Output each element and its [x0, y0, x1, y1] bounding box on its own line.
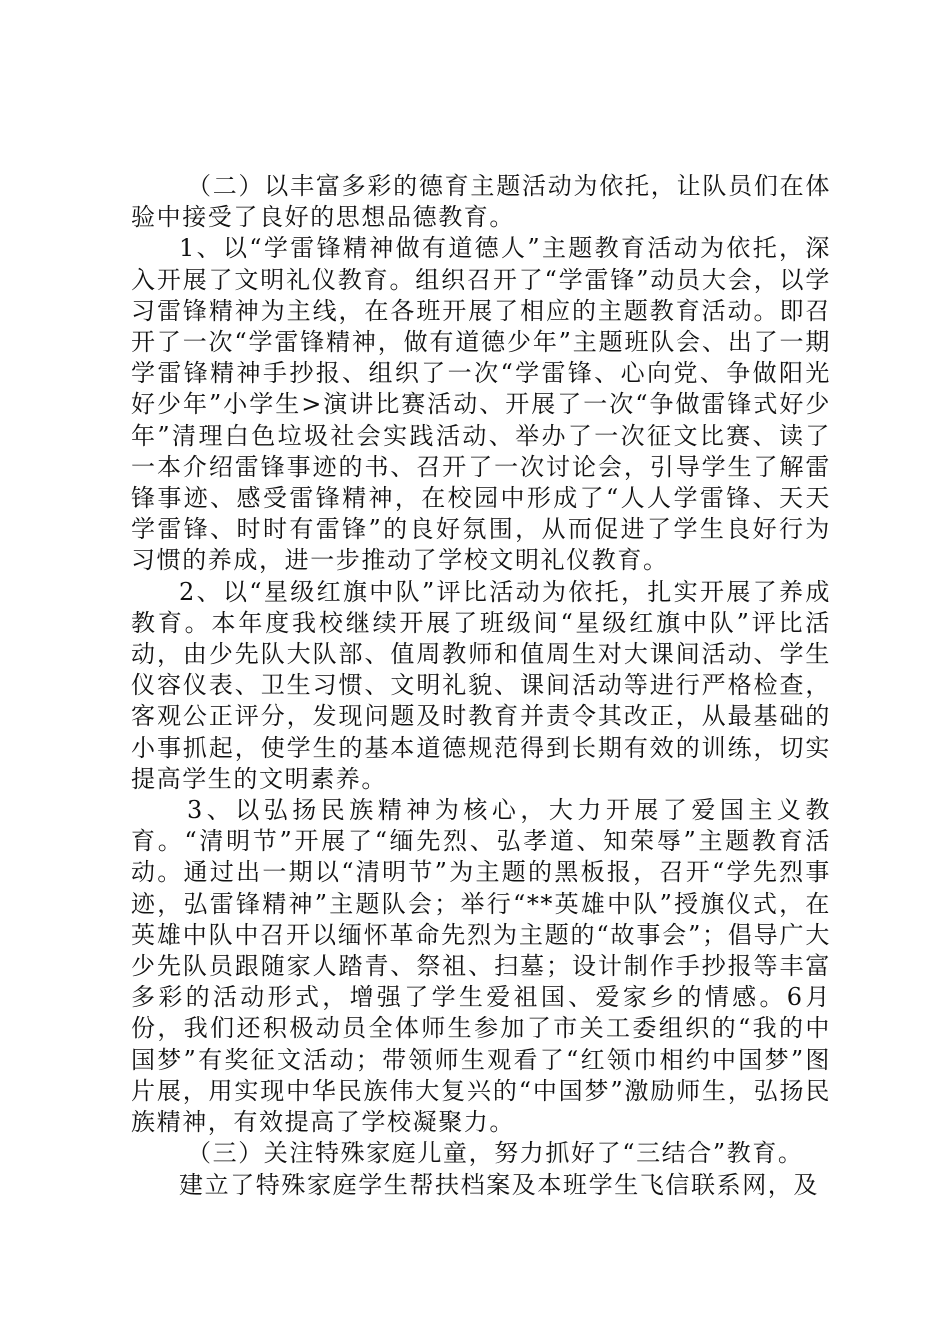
paragraph-continuation: 建立了特殊家庭学生帮扶档案及本班学生飞信联系网，及 — [179, 1170, 819, 1199]
section-heading-3: （三）关注特殊家庭儿童，努力抓好了“三结合”教育。 — [187, 1139, 804, 1168]
paragraph-item-1: 1、以“学雷锋精神做有道德人”主题教育活动为依托，深入开展了文明礼仪教育。组织召开了“学雷锋”动员大会，以学习雷锋精神为主线，在各班开展了相应的主题教育活动。即召开了一次“学雷锋精神，做有道德少年”主题班队会、出了一期学雷锋精神手抄报、组织了一次“学雷锋、心向党、争做阳光好少年”小学生>演讲比赛活动、开展了一次“争做雷锋式好少年”清理白色垃圾社会实践活动、举办了一次征文比赛、读了一本介绍雷锋事迹的书、召开了一次讨论会，引导学生了解雷锋事迹、感受雷锋精神，在校园中形成了“人人学雷锋、天天学雷锋、时时有雷锋”的良好氛围，从而促进了学生良好行为习惯的养成，进一步推动了学校文明礼仪教育。 — [131, 234, 831, 575]
paragraph-item-3: 3、以弘扬民族精神为核心，大力开展了爱国主义教育。“清明节”开展了“缅先烈、弘孝道、知荣辱”主题教育活动。通过出一期以“清明节”为主题的黑板报，召开“学先烈事迹，弘雷锋精神”主题队会；举行“**英雄中队”授旗仪式，在英雄中队中召开以缅怀革命先烈为主题的“故事会”；倡导广大少先队员跟随家人踏青、祭祖、扫墓；设计制作手抄报等丰富多彩的活动形式，增强了学生爱祖国、爱家乡的情感。6月份，我们还积极动员全体师生参加了市关工委组织的“我的中国梦”有奖征文活动；带领师生观看了“红领巾相约中国梦”图片展，用实现中华民族伟大复兴的“中国梦”激励师生，弘扬民族精神，有效提高了学校凝聚力。 — [131, 796, 831, 1137]
paragraph-item-2: 2、以“星级红旗中队”评比活动为依托，扎实开展了养成教育。本年度我校继续开展了班级间“星级红旗中队”评比活动，由少先队大队部、值周教师和值周生对大课间活动、学生仪容仪表、卫生习惯、文明礼貌、课间活动等进行严格检查，客观公正评分，发现问题及时教育并责令其改正，从最基础的小事抓起，使学生的基本道德规范得到长期有效的训练，切实提高学生的文明素养。 — [131, 577, 831, 793]
document-body — [131, 171, 831, 1201]
section-heading-2: （二）以丰富多彩的德育主题活动为依托，让队员们在体验中接受了良好的思想品德教育。 — [131, 172, 831, 232]
